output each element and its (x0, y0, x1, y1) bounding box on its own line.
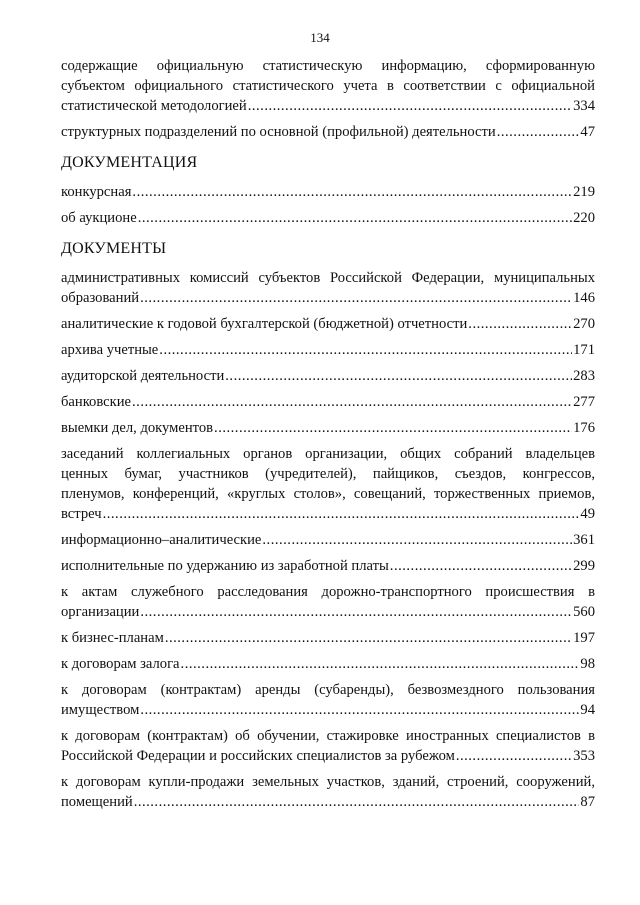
dot-leader (103, 504, 580, 524)
index-entry (61, 56, 595, 116)
dot-leader (132, 392, 572, 412)
page-ref: 98 (580, 656, 595, 672)
entry-last-line (61, 602, 595, 622)
page-ref: 197 (573, 630, 595, 646)
index-entry (61, 726, 595, 766)
page-ref: 94 (580, 702, 595, 718)
dot-leader (132, 182, 572, 202)
entry-text: помещений (61, 794, 133, 810)
dot-leader (497, 122, 580, 142)
dot-leader (159, 340, 572, 360)
entry-last-line (61, 530, 595, 550)
entry-last-line (61, 288, 595, 308)
dot-leader (140, 602, 572, 622)
entry-text: банковские (61, 394, 132, 410)
dot-leader (456, 746, 572, 766)
index-entry (61, 340, 595, 360)
page-ref: 299 (573, 558, 595, 574)
page-ref: 176 (573, 420, 595, 436)
index-entry (61, 392, 595, 412)
entry-line: к договорам (контрактам) аренды (субаренды), безвозмездного пользования (61, 682, 595, 698)
entry-line: к договорам купли-продажи земельных участков, зданий, строений, сооружений, (61, 774, 595, 790)
entry-line: субъектом официального статистического учета в соответствии с официальной (61, 78, 595, 94)
index-entry (61, 556, 595, 576)
entry-text: встреч (61, 506, 102, 522)
entry-last-line (61, 746, 595, 766)
entry-text: выемки дел, документов (61, 420, 214, 436)
index-entry (61, 268, 595, 308)
page-ref: 47 (580, 124, 595, 140)
dot-leader (214, 418, 572, 438)
entry-last-line (61, 96, 595, 116)
page-ref: 270 (573, 316, 595, 332)
entry-text: Российской Федерации и российских специалистов за рубежом (61, 748, 455, 764)
dot-leader (248, 96, 572, 116)
index-entry (61, 122, 595, 142)
index-entry (61, 772, 595, 812)
page-ref: 219 (573, 184, 595, 200)
index-entry (61, 314, 595, 334)
entry-last-line (61, 314, 595, 334)
entry-text: исполнительные по удержанию из заработной платы (61, 558, 389, 574)
entry-last-line (61, 366, 595, 386)
page-ref: 353 (573, 748, 595, 764)
dot-leader (138, 208, 572, 228)
dot-leader (390, 556, 572, 576)
entry-last-line (61, 340, 595, 360)
index-entry (61, 654, 595, 674)
entry-text: архива учетные (61, 342, 159, 358)
entry-line: к актам служебного расследования дорожно-транспортного происшествия в (61, 584, 595, 600)
dot-leader (181, 654, 580, 674)
dot-leader (262, 530, 572, 550)
page-number: 134 (310, 30, 330, 45)
entry-last-line (61, 792, 595, 812)
index-entry (61, 208, 595, 228)
index-entry (61, 366, 595, 386)
entry-text: конкурсная (61, 184, 132, 200)
entry-line: пленумов, конференций, «круглых столов», совещаний, торжественных приемов, (61, 486, 595, 502)
entry-text: информационно–аналитические (61, 532, 262, 548)
entry-last-line (61, 654, 595, 674)
index-entry (61, 444, 595, 524)
entry-line: заседаний коллегиальных органов организации, общих собраний владельцев (61, 446, 595, 462)
entry-line: к договорам (контрактам) об обучении, стажировке иностранных специалистов в (61, 728, 595, 744)
entry-last-line (61, 392, 595, 412)
index-entry (61, 530, 595, 550)
page-ref: 361 (573, 532, 595, 548)
entry-line: содержащие официальную статистическую информацию, сформированную (61, 58, 595, 74)
page-ref: 87 (580, 794, 595, 810)
page-ref: 560 (573, 604, 595, 620)
index-entry (61, 182, 595, 202)
entry-last-line (61, 208, 595, 228)
entry-line: ценных бумаг, участников (учредителей), пайщиков, съездов, конгрессов, (61, 466, 595, 482)
entry-text: аналитические к годовой бухгалтерской (бюджетной) отчетности (61, 316, 468, 332)
entry-last-line (61, 504, 595, 524)
dot-leader (140, 288, 572, 308)
page-ref: 277 (573, 394, 595, 410)
index-content (61, 56, 595, 818)
section-heading: ДОКУМЕНТЫ (61, 240, 167, 257)
entry-line: административных комиссий субъектов Российской Федерации, муниципальных (61, 270, 595, 286)
dot-leader (165, 628, 572, 648)
entry-last-line (61, 418, 595, 438)
entry-text: аудиторской деятельности (61, 368, 225, 384)
page-ref: 171 (573, 342, 595, 358)
page-ref: 283 (573, 368, 595, 384)
entry-text: об аукционе (61, 210, 137, 226)
page-ref: 49 (580, 506, 595, 522)
entry-text: к договорам залога (61, 656, 180, 672)
entry-text: организации (61, 604, 140, 620)
entry-last-line (61, 122, 595, 142)
dot-leader (468, 314, 572, 334)
entry-last-line (61, 700, 595, 720)
index-entry (61, 582, 595, 622)
entry-text: к бизнес-планам (61, 630, 164, 646)
section-heading: ДОКУМЕНТАЦИЯ (61, 154, 198, 171)
entry-text: статистической методологией (61, 98, 247, 114)
page-ref: 334 (573, 98, 595, 114)
index-entry (61, 680, 595, 720)
entry-text: структурных подразделений по основной (профильной) деятельности (61, 124, 496, 140)
entry-text: имуществом (61, 702, 140, 718)
dot-leader (134, 792, 580, 812)
entry-last-line (61, 556, 595, 576)
page-ref: 146 (573, 290, 595, 306)
dot-leader (225, 366, 572, 386)
page-ref: 220 (573, 210, 595, 226)
entry-last-line (61, 628, 595, 648)
index-entry (61, 418, 595, 438)
entry-last-line (61, 182, 595, 202)
dot-leader (140, 700, 579, 720)
index-entry (61, 628, 595, 648)
entry-text: образований (61, 290, 140, 306)
